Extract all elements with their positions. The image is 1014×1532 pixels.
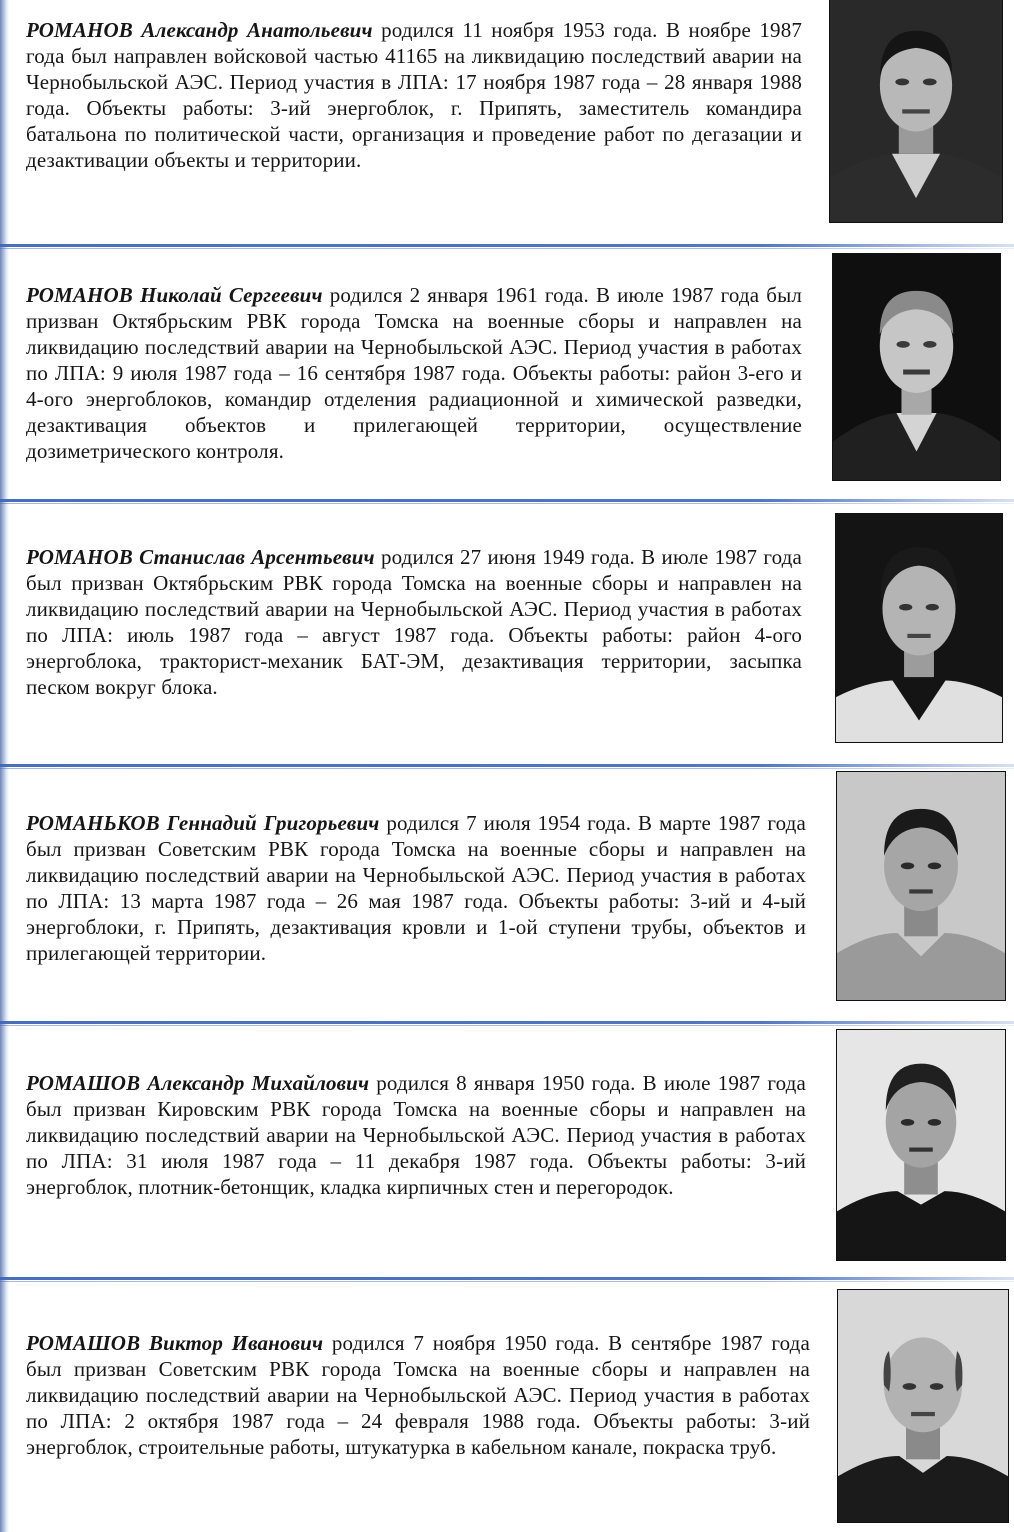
portrait-photo [836,514,1002,742]
section-divider [0,495,1014,507]
section-divider [0,1273,1014,1285]
portrait-photo [837,772,1005,1000]
section-divider [0,1017,1014,1029]
entry-text: родился 11 ноября 1953 года. В ноябре 1987 года был направлен войсковой частью 41165 на ликвидацию последствий аварии на Чернобыльской АЭС. Период участия в ЛПА: 17 ноября 1987 года – 28 января 1988 года. Объекты работы: 3-ий энергоблок, г. Припять, заместитель командира батальона по политической части, организация и проведение работ по дегазации и дезактивации объекты и территории. [26,18,802,172]
entry-name: РОМАНОВ Станислав Арсентьевич [26,545,375,569]
entry-name: РОМАНОВ Александр Анатольевич [26,18,373,42]
entry-name: РОМАНОВ Николай Сергеевич [26,283,323,307]
entry-bio [26,810,806,966]
entry-bio [26,544,802,700]
portrait-image [833,254,1000,480]
entry-text: родился 27 июня 1949 года. В июле 1987 года был призван Октябрьским РВК города Томска на военные сборы и направлен на ликвидацию последствий аварии на Чернобыльской АЭС. Период участия в работах по ЛПА: июль 1987 года – август 1987 года. Объекты работы: район 4-ого энергоблока, тракторист-механик БАТ-ЭМ, дезактивация территории, засыпка песком вокруг блока. [26,545,802,699]
section-divider [0,240,1014,252]
portrait-photo [833,254,1000,480]
portrait-photo [838,1290,1008,1522]
entry-name: РОМАНЬКОВ Геннадий Григорьевич [26,811,380,835]
portrait-image [830,0,1002,222]
entry-bio [26,1070,806,1200]
portrait-photo [830,0,1002,222]
entry-name: РОМАШОВ Александр Михайлович [26,1071,370,1095]
entry-bio [26,1330,810,1460]
entry-text: родился 8 января 1950 года. В июле 1987 года был призван Кировским РВК города Томска на военные сборы и направлен на ликвидацию последствий аварии на Чернобыльской АЭС. Период участия в работах по ЛПА: 31 июля 1987 года – 11 декабря 1987 года. Объекты работы: 3-ий энергоблок, плотник-бетонщик, кладка кирпичных стен и перегородок. [26,1071,806,1199]
section-divider [0,760,1014,772]
entry-name: РОМАШОВ Виктор Иванович [26,1331,324,1355]
entry-bio [26,282,802,464]
entry-text: родился 2 января 1961 года. В июле 1987 года был призван Октябрьским РВК города Томска на военные сборы и направлен на ликвидацию последствий аварии на Чернобыльской АЭС. Период участия в работах по ЛПА: 9 июля 1987 года – 16 сентября 1987 года. Объекты работы: район 3-его и 4-ого энергоблоков, командир отделения радиационной и химической разведки, дезактивация объектов и прилегающей территории, осуществление дозиметрического контроля. [26,283,802,463]
portrait-image [836,514,1002,742]
entry-text: родился 7 июля 1954 года. В марте 1987 года был призван Советским РВК города Томска на военные сборы и направлен на ликвидацию последствий аварии на Чернобыльской АЭС. Период участия в работах по ЛПА: 13 марта 1987 года – 26 мая 1987 года. Объекты работы: 3-ий и 4-ый энергоблоки, г. Припять, дезактивация кровли и 1-ой ступени трубы, объектов и прилегающей территории. [26,811,806,965]
portrait-image [838,1290,1008,1522]
entry-bio [26,17,802,173]
portrait-image [837,772,1005,1000]
entry-text: родился 7 ноября 1950 года. В сентябре 1987 года был призван Советским РВК города Томска на военные сборы и направлен на ликвидацию последствий аварии на Чернобыльской АЭС. Период участия в работах по ЛПА: 2 октября 1987 года – 24 февраля 1988 года. Объекты работы: 3-ий энергоблок, строительные работы, штукатурка в кабельном канале, покраска труб. [26,1331,810,1459]
portrait-photo [837,1030,1005,1260]
portrait-image [837,1030,1005,1260]
